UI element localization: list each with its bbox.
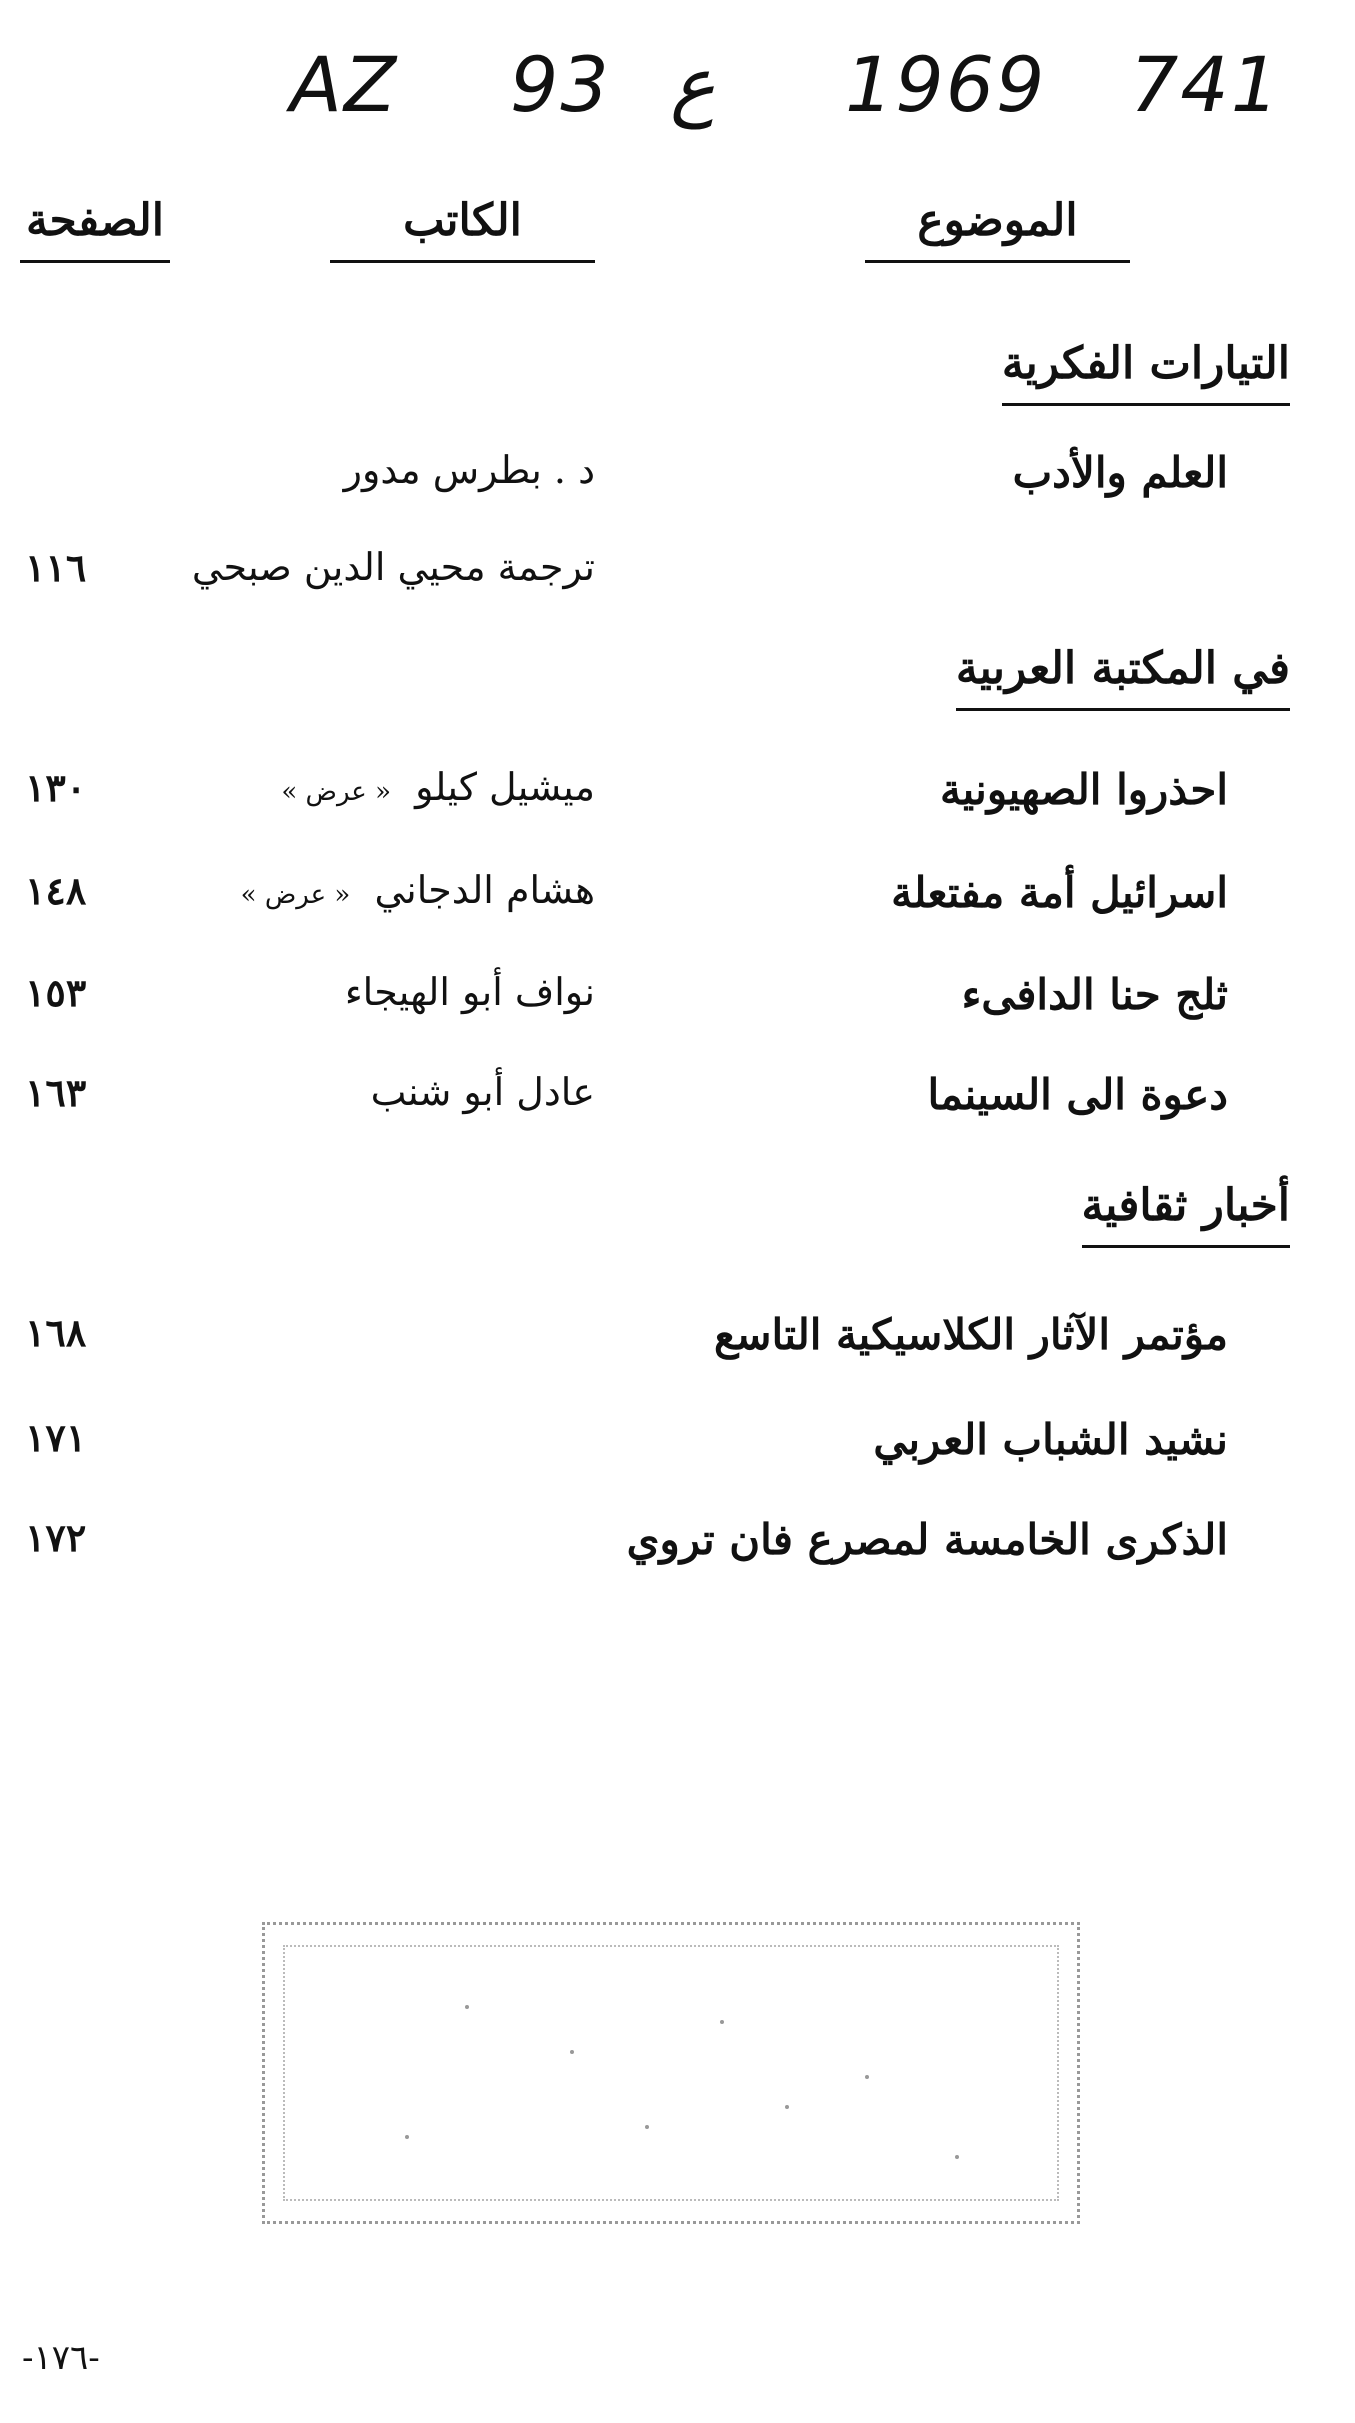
stamp-speck (405, 2135, 409, 2139)
entry-author: د . بطرس مدور (343, 448, 595, 492)
entry-page: ١١٦ (25, 545, 87, 590)
section-heading: في المكتبة العربية (956, 643, 1290, 711)
stamp-speck (570, 2050, 574, 2054)
handwritten-text: ع (670, 40, 716, 129)
handwritten-text: 93 (510, 40, 611, 129)
stamp-speck (865, 2075, 869, 2079)
entry-subject: احذروا الصهيونية (939, 765, 1228, 814)
entry-page: ١٧١ (25, 1415, 87, 1460)
handwritten-text: 1969 (845, 40, 1047, 129)
toc-row (0, 765, 1355, 835)
review-note: « عرض » (281, 777, 391, 807)
entry-subject: نشيد الشباب العربي (873, 1415, 1228, 1464)
stamp-speck (720, 2020, 724, 2024)
stamp-speck (465, 2005, 469, 2009)
author-name: هشام الدجاني (374, 868, 595, 912)
column-header-page: الصفحة (20, 195, 170, 263)
entry-page: ١٤٨ (25, 868, 87, 913)
entry-author: ترجمة محيي الدين صبحي (191, 545, 595, 589)
toc-row (0, 1415, 1355, 1485)
handwritten-text: 741 (1130, 40, 1282, 129)
column-header-author: الكاتب (330, 195, 595, 263)
entry-author: عادل أبو شنب (370, 1070, 595, 1114)
toc-row (0, 868, 1355, 938)
entry-author (241, 868, 595, 912)
stamp-speck (645, 2125, 649, 2129)
entry-subject: الذكرى الخامسة لمصرع فان تروي (626, 1515, 1228, 1564)
stamp-speck (785, 2105, 789, 2109)
stamp-speck (955, 2155, 959, 2159)
toc-row (0, 545, 1355, 615)
column-header-subject: الموضوع (865, 195, 1130, 263)
author-name: ميشيل كيلو (415, 765, 595, 809)
section-heading: التيارات الفكرية (1002, 338, 1290, 406)
section-heading: أخبار ثقافية (1082, 1180, 1290, 1248)
entry-page: ١٥٣ (25, 970, 87, 1015)
stamp-inner-border (283, 1945, 1059, 2201)
entry-subject: مؤتمر الآثار الكلاسيكية التاسع (713, 1310, 1228, 1359)
handwritten-text: AZ (290, 40, 399, 129)
entry-page: ١٣٠ (25, 765, 87, 810)
entry-subject: العلم والأدب (1012, 448, 1228, 497)
toc-row (0, 970, 1355, 1040)
entry-subject: دعوة الى السينما (927, 1070, 1228, 1119)
toc-row (0, 1310, 1355, 1380)
faded-stamp (262, 1922, 1080, 2224)
entry-subject: اسرائيل أمة مفتعلة (891, 868, 1228, 917)
entry-page: ١٧٢ (25, 1515, 87, 1560)
review-note: « عرض » (240, 880, 351, 910)
toc-row (0, 448, 1355, 518)
toc-row (0, 1070, 1355, 1140)
entry-page: ١٦٨ (25, 1310, 87, 1355)
entry-author: نواف أبو الهيجاء (344, 970, 595, 1014)
toc-row (0, 1515, 1355, 1585)
page-number: -١٧٦- (22, 2338, 100, 2378)
entry-page: ١٦٣ (25, 1070, 87, 1115)
entry-subject: ثلج حنا الدافىء (961, 970, 1228, 1019)
entry-author (281, 765, 595, 809)
